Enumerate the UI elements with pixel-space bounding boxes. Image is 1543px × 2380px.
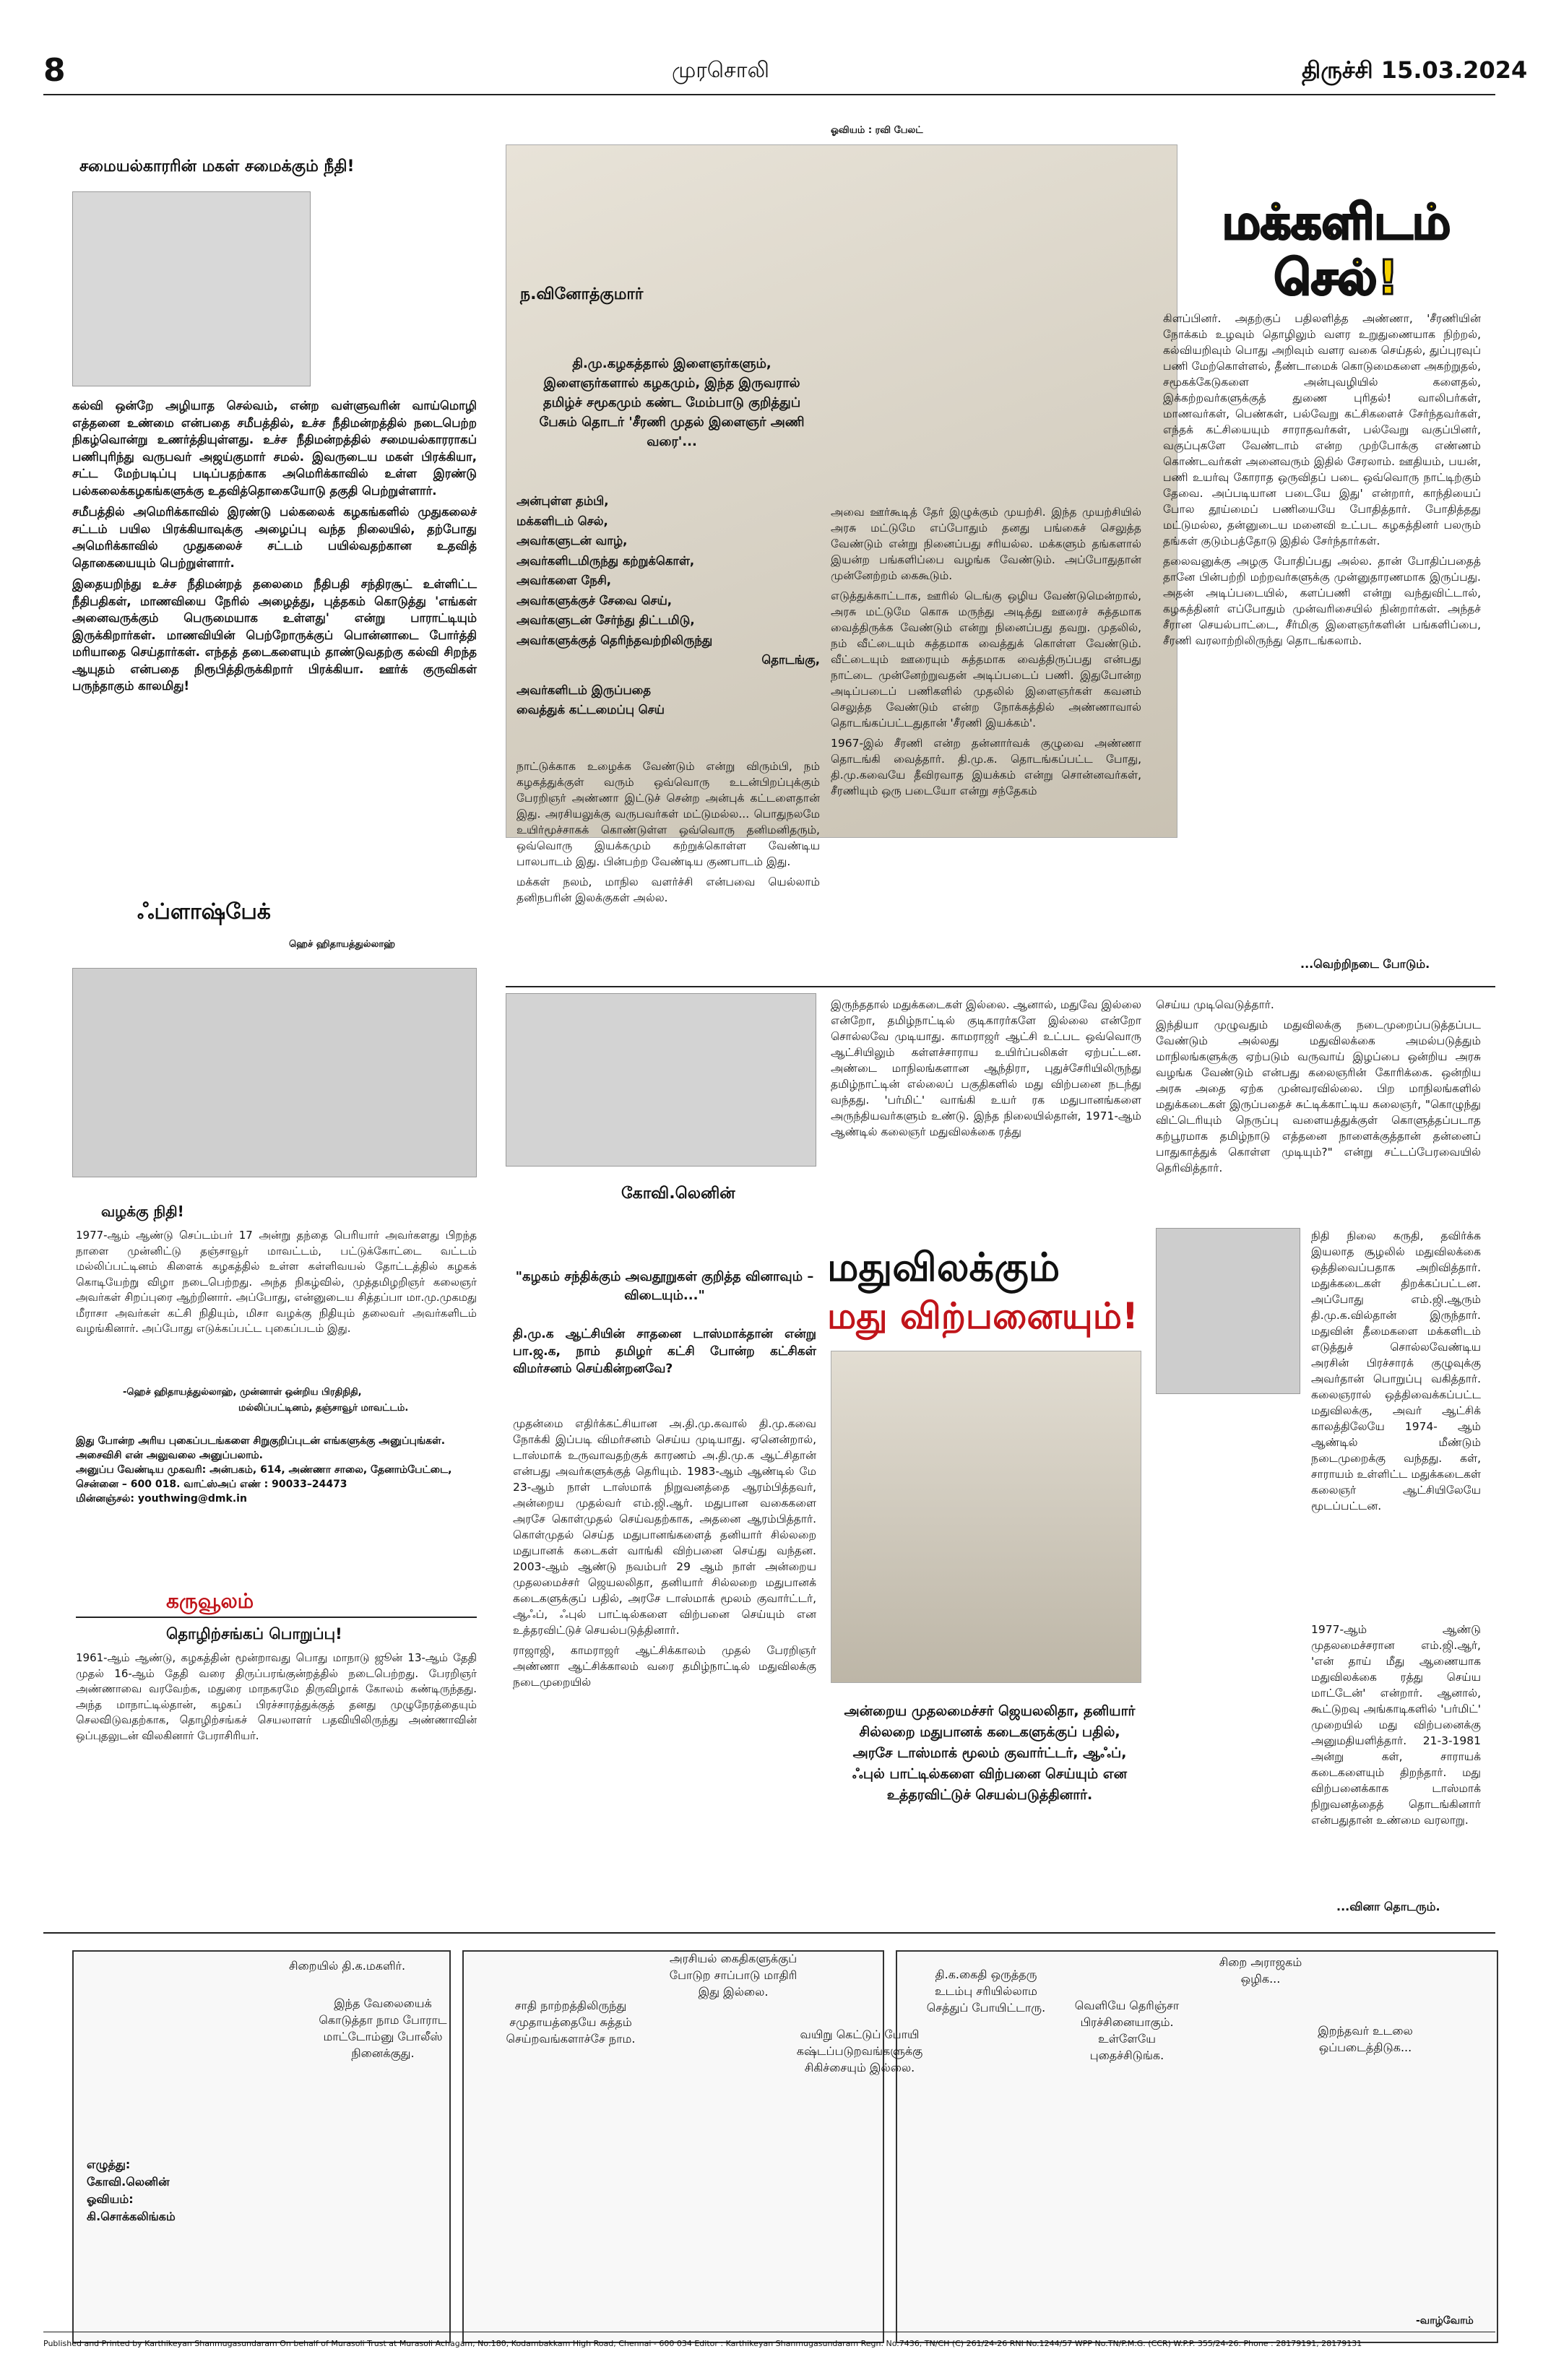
section-rule [506,986,1495,987]
left-top-headline: சமையல்காரரின் மகள் சமைக்கும் நீதி! [79,157,355,176]
credits-art: கி.சொக்கலிங்கம் [87,2210,176,2223]
madhu-pullquote: அன்றைய முதலமைச்சர் ஜெயலலிதா, தனியார் சில்லறை மதுபானக் கடைகளுக்குப் பதில், அரசே டாஸ்மாக் மூலம் குவார்ட்டர், ஆஃப், ஃபுல் பாட்டில்களை விற்பனை செய்யும் என உத்தரவிட்டுச் செயல்படுத்தினார். [844,1703,1136,1803]
karuvoolam-subtitle: தொழிற்சங்கப் பொறுப்பு! [166,1625,342,1643]
madhu-title-2: மது விற்பனையும்! [827,1295,1138,1337]
poem-line: மக்களிடம் செல், [517,514,608,528]
comic-credits [87,2156,176,2225]
poem-line: அவர்களிடம் இருப்பதை [517,683,651,697]
makkal-col2 [831,504,1141,803]
makkal-continued: ...வெற்றிநடை போடும். [1300,957,1430,971]
vazhakku-body: 1977-ஆம் ஆண்டு செப்டம்பர் 17 அன்று தந்தை பெரியார் அவர்களது பிறந்த நாளை முன்னிட்டு தஞ்சாவூர் மாவட்டம், பட்டுக்கோட்டை வட்டம் மல்லிப்பட்டினம் கிளைக் கழகத்தில் உள்ள கள்ளிவயல் தோட்டத்தில் கழகக் கொடியேற்று விழா நடைபெற்றது. அந்த நிகழ்வில், முத்தமிழறிஞர் கலைஞர் அவர்கள் சிறப்புரை ஆற்றினார். அப்போது, என்னுடைய சித்தப்பா மா.மு.முகமது மீராசா அவர்கள் கட்சி நிதியும், மிசா வழக்கு நிதியும் தலைவர் அவர்களிடம் வழங்கினார். அப்போது எடுக்கப்பட்ட புகைப்படம் இது. [76,1229,477,1335]
comic-caption-4: அரசியல் கைதிகளுக்குப் போடுற சாப்பாடு மாதிரி இது இல்லை. [669,1952,798,1999]
madhu-col1-p2: ராஜாஜி, காமராஜர் ஆட்சிக்காலம் முதல் பேரறிஞர் அண்ணா ஆட்சிக்காலம் வரை தமிழ்நாட்டில் மதுவிலக்கு நடைமுறையில் [513,1644,816,1689]
edition-date: திருச்சி 15.03.2024 [1302,56,1528,84]
flashback-photo [72,968,477,1177]
vazhakku-invite2: அனுப்ப வேண்டிய முகவரி: அன்பகம், 614, அண்ணா சாலை, தேனாம்பேட்டை, சென்னை – 600 018. வாட்ஸ்அப் எண் : 90033–24473 [76,1464,452,1490]
comic-caption-6: தி.க.கைதி ஒருத்தரு உடம்பு சரியில்லாம செத்துப் போயிட்டாரு. [926,1968,1046,2015]
madhu-col3-p3: நிதி நிலை கருதி, தவிர்க்க இயலாத சூழலில் மதுவிலக்கை ஒத்திவைப்பதாக அறிவித்தார். மதுக்கடைகள் திறக்கப்பட்டன. அப்போது எம்.ஜி.ஆரும் தி.மு.க.வில்தான் இருந்தார். மதுவின் தீமைகளை மக்களிடம் எடுத்துச் சொல்லவேண்டிய அரசின் பிரச்சாரக் குழுவுக்கு அவர்தான் பொறுப்பு வகித்தார். கலைஞரால் ஒத்திவைக்கப்பட்ட மதுவிலக்கு, அவர் ஆட்சிக் காலத்திலேயே 1974- ஆம் ஆண்டில் மீண்டும் நடைமுறைக்கு வந்தது. கள், சாராயம் உள்ளிட்ட மதுக்கடைகள் கலைஞர் ஆட்சியிலேயே மூடப்பட்டன. [1311,1229,1481,1513]
poem-line: அவர்களுக்குத் தெரிந்தவற்றிலிருந்து [517,633,713,647]
vazhakku-headline: வழக்கு நிதி! [101,1203,184,1220]
karuvoolam-title: கருவூலம் [166,1589,254,1613]
madhu-photo [506,993,816,1167]
flashback-title: ஃப்ளாஷ்பேக் [137,899,271,925]
vazhakku-credit2: மல்லிப்பட்டினம், தஞ்சாவூர் மாவட்டம். [238,1403,409,1414]
left-top-para1: கல்வி ஒன்றே அழியாத செல்வம், என்ற வள்ளுவரின் வாய்மொழி எத்தனை உண்மை என்பதை சமீபத்தில், உச்ச நீதிமன்றத்தில் நடைபெற்ற நிகழ்வொன்று உணர்த்தியுள்ளது. உச்ச நீதிமன்றத்தில் சமையல்காரராகப் பணிபுரிந்து வருபவர் அஜய்குமார் சமல். இவருடைய மகள் பிரக்கியா, சட்ட மேற்படிப்பு படிப்பதற்காக அமெரிக்காவில் உள்ள இரண்டு பல்கலைக்கழகங்களுக்கு உதவித்தொகையோடு தகுதி பெற்றுள்ளார். [72,399,477,498]
makkal-title-1: மக்களிடம் [1222,194,1451,250]
makkal-col1-p1: நாட்டுக்காக உழைக்க வேண்டும் என்று விரும்பி, நம் கழகத்துக்குள் வரும் ஒவ்வொரு உடன்பிறப்புக்கும் பேரறிஞர் அண்ணா இட்டுச் சென்ற அன்புக் கட்டளைதான் இது. அரசியலுக்கு வருபவர்கள் மட்டுமல்ல... பொதுநலமே உயிர்மூச்சாகக் கொண்டுள்ள ஒவ்வொரு தனிமனிதரும், ஒவ்வொரு இயக்கமும் கற்றுக்கொள்ள வேண்டிய பாலபாடம் இது. பின்பற்ற வேண்டிய குணபாடம் இது. [517,760,820,868]
page-number: 8 [43,52,66,89]
poem-line: அவர்களை நேசி, [517,574,612,587]
vazhakku-credit1: -ஹெச் ஹிதாயத்துல்லாஹ், முன்னாள் ஒன்றிய பிரதிநிதி, [123,1387,362,1398]
makkal-col1 [517,758,820,910]
poem-line: வைத்துக் கட்டமைப்பு செய் [517,703,665,717]
makkal-col2-p2: எடுத்துக்காட்டாக, ஊரில் டெங்கு ஒழிய வேண்டுமென்றால், அரசு மட்டுமே கொசு மருந்து அடித்து ஊரைச் சுத்தமாக வைத்திருக்க வேண்டும் என்று நினைப்பது தவறு. முதலில், நம் வீட்டையும் சுத்தமாக வைத்துக் கொள்ள வேண்டும். வீட்டையும் ஊரையும் சுத்தமாக வைத்திருப்பது என்பது நாட்டை முன்னேற்றுவதன் அடிப்படைப் பணி. இதுபோன்ற அடிப்படைப் பணிகளில் முதலில் இளைஞர்கள் கவனம் செலுத்த வேண்டும் என்ற நோக்கத்தில் அண்ணாவால் தொடங்கப்பட்டதுதான் 'சீரணி இயக்கம்'. [831,589,1141,730]
madhu-col2: இருந்ததால் மதுக்கடைகள் இல்லை. ஆனால், மதுவே இல்லை என்றோ, தமிழ்நாட்டில் குடிகாரர்களே இல்லை என்றோ சொல்லவே முடியாது. காமராஜர் ஆட்சி உட்பட ஒவ்வொரு ஆட்சியிலும் கள்ளச்சாராய உயிர்ப்பலிகள் ஏற்பட்டன. அண்டை மாநிலங்களான ஆந்திரா, புதுச்சேரியிலிருந்து தமிழ்நாட்டின் எல்லைப் பகுதிகளில் மது விற்பனை நடந்து வந்தது. 'பர்மிட்' வாங்கி உயர் ரக மதுபானங்களை அருந்தியவர்களும் உண்டு. இந்த நிலையில்தான், 1971-ஆம் ஆண்டில் கலைஞர் மதுவிலக்கை ரத்து [831,998,1141,1138]
paper-name: முரசொலி [672,58,769,83]
comic-caption-9: இறந்தவர் உடலை ஒப்படைத்திடுக... [1318,2024,1413,2054]
poem-line: அவர்களிடமிருந்து கற்றுக்கொள், [517,553,695,568]
madhu-col3-b [1311,1228,1481,1518]
madhu-illustration [831,1351,1141,1683]
vazhakku-invite [76,1434,477,1506]
comic-caption-2: இந்த வேலையைக் கொடுத்தா நாம போராட மாட்டோம்னு போலீஸ் நினைக்குது. [319,1996,447,2060]
makkal-col3-p1: கிளப்பினர். அதற்குப் பதிலளித்த அண்ணா, 'சீரணியின் நோக்கம் உழவும் தொழிலும் வளர உறுதுணையாக நிற்றல், கல்வியறிவும் பொது அறிவும் வளர வகை செய்தல், துப்புரவுப் பணி மேற்கொள்ளல், தீண்டாமைக் கொடுமைகளை அகற்றுதல், சமூகக்கேடுகளை அன்புவழியில் களைதல், இக்கற்றவர்களுக்குத் துணை புரிதல்! வாலிபர்கள், மாணவர்கள், பெண்கள், பல்வேறு கட்சிகளைச் சேர்ந்தவர்கள், எந்தக் கட்சியையும் சாராதவர்கள், பல்வேறு வகுப்பினர், வகுப்புகளே வேண்டாம் என்ற முற்போக்கு எண்ணம் கொண்டவர்கள் அனைவரும் இதில் சேரலாம். ஊதியம், பயன், பணி உயர்வு கோராத ஒருவிதப் படை ஒவ்வொரு நாட்டிற்கும் தேவை. அப்படியான படையே இது' என்றார், காந்தியைப் போல தூய்மைப் பணியையே போதித்தார். போதித்தது மட்டுமல்ல, தன்னுடைய மனைவி உட்பட கழகத்தினர் பலரும் தங்கள் குடும்பத்தோடு இதில் சேர்ந்தார்கள். [1163,312,1481,548]
makkal-title-2: செல்! [1274,250,1399,306]
madhu-title-1: மதுவிலக்கும் [827,1245,1060,1290]
madhu-col3-c [1311,1622,1481,1832]
comic-caption-5: வயிறு கெட்டுப் போயி கஷ்டப்படுறவங்களுக்கு சிகிச்சையும் இல்லை. [796,2028,923,2074]
left-top-body [72,397,477,699]
makkal-col2-p3: 1967-இல் சீரணி என்ற தன்னார்வக் குழுவை அண்ணா தொடங்கி வைத்தார். தி.மு.க. தொடங்கப்பட்ட போது, தி.மு.கவையே தீவிரவாத இயக்கம் என்று சொன்னவர்கள், சீரணியும் ஒரு படையோ என்று சந்தேகம் [831,737,1141,797]
madhu-col3-p1: செய்ய முடிவெடுத்தார். [1156,998,1274,1011]
makkal-author: ந.வினோத்குமார் [520,285,644,303]
credits-write-label: எழுத்து: [87,2158,131,2171]
left-top-photo [72,191,311,386]
madhu-continued: ...வினா தொடரும். [1336,1900,1440,1913]
illustration-credit: ஓவியம் : ரவி பேலட் [831,125,923,136]
poem-line: அவர்களுடன் சேர்ந்து திட்டமிடு, [517,613,695,627]
madhu-quote: "கழகம் சந்திக்கும் அவதூறுகள் குறித்த வினாவும் – விடையும்..." [515,1269,814,1303]
comic-caption-7: வெளியே தெரிஞ்சா பிரச்சினையாகும். உள்ளேயே புதைச்சிடுங்க. [1074,1999,1180,2062]
vazhakku-invite1: இது போன்ற அரிய புகைப்படங்களை சிறுகுறிப்புடன் எங்களுக்கு அனுப்புங்கள். அசைவிசி என் அலுவலை அனுப்பலாம். [76,1435,446,1461]
madhu-photo2 [1156,1228,1300,1394]
comic-caption-3: சாதி நாற்றத்திலிருந்து சமுதாயத்தையே சுத்தம் செய்றவங்களாச்சே நாம. [506,1999,636,2046]
madhu-col1-p1: முதன்மை எதிர்க்கட்சியான அ.தி.மு.கவால் தி.மு.கவை நோக்கி இப்படி விமர்சனம் செய்ய முடியாது. ஏனென்றால், டாஸ்மாக் உருவாவதற்குக் காரணம் அ.தி.மு.க ஆட்சிதான் என்பது அவர்களுக்குத் தெரியும். 1983-ஆம் ஆண்டில் மே 23-ஆம் நாள் டாஸ்மாக் நிறுவனத்தை ஆரம்பித்தவர், அன்றைய முதல்வர் எம்.ஜி.ஆர். மதுபான வகைகளை அரசே கொள்முதல் செய்வதற்காக, அதனை ஆரம்பித்தார். கொள்முதல் செய்த மதுபானங்களைத் தனியார் சில்லறை மதுபானக் கடைகள் வாங்கி விற்பனை செய்து வந்தன. 2003-ஆம் ஆண்டு நவம்பர் 29 ஆம் நாள் அன்றைய முதலமைச்சர் ஜெயலலிதா, தனியார் சில்லறை மதுபானக் கடைகளுக்குப் பதில், அரசே டாஸ்மாக் மூலம் குவார்ட்டர், ஆஃப், ஃபுல் பாட்டில்களை விற்பனை செய்யும் என உத்தரவிட்டுச் செயல்படுத்தினார். [513,1417,816,1637]
madhu-col1 [513,1416,816,1695]
poem-line: அவர்களுடன் வாழ், [517,534,628,548]
poem-line: அவர்களுக்குச் சேவை செய், [517,593,672,607]
karuvoolam-rule [76,1617,477,1618]
header-rule [43,94,1495,95]
makkal-deck: தி.மு.கழகத்தால் இளைஞர்களும், இளைஞர்களால் கழகமும், இந்த இருவரால் தமிழ்ச் சமூகமும் கண்ட மேம்பாடு குறித்துப் பேசும் தொடர் 'சீரணி முதல் இளைஞர் அணி வரை'... [539,356,805,449]
flashback-author: ஹெச் ஹிதாயத்துல்லாஹ் [289,939,396,950]
karuvoolam-body: 1961-ஆம் ஆண்டு, கழகத்தின் மூன்றாவது பொது மாநாடு ஜூன் 13-ஆம் தேதி முதல் 16-ஆம் தேதி வரை திருப்பரங்குன்றத்தில் நடைபெற்றது. பேரறிஞர் அண்ணாவை வரவேற்க, மதுரை மாநகரமே திருவிழாக் கோலம் கண்டிருந்தது. அந்த மாநாட்டில்தான், கழகப் பிரச்சாரத்துக்குத் தனது முழுநேரத்தையும் செலவிடுவதற்காக, தொழிற்சங்கச் செயலாளர் பதவியிலிருந்து அண்ணாவின் ஒப்புதலுடன் விலகினார் பேராசிரியர். [76,1651,477,1742]
madhu-author: கோவி.லெனின் [621,1185,735,1203]
vazhakku-invite3: மின்னஞ்சல்: youthwing@dmk.in [76,1493,247,1505]
madhu-col3 [1156,997,1481,1180]
makkal-col2-p1: அவை ஊர்கூடித் தேர் இழுக்கும் முயற்சி. இந்த முயற்சியில் அரசு மட்டுமே எப்போதும் தனது பங்கைச் செலுத்த வேண்டும் என்று நினைப்பது சரியல்ல. மக்களும் தங்களால் இயன்ற பங்களிப்பை வழங்க வேண்டும். அப்போதுதான் முன்னேற்றம் கைகூடும். [831,506,1141,582]
comic-continued: -வாழ்வோம் [1416,2315,1474,2327]
madhu-question: தி.மு.க ஆட்சியின் சாதனை டாஸ்மாக்தான் என்று பா.ஜ.க, நாம் தமிழர் கட்சி போன்ற கட்சிகள் விமர்சனம் செய்கின்றனவே? [513,1327,816,1376]
comic-caption-1: சிறையில் தி.க.மகளிர். [289,1959,406,1973]
comic-caption-8: சிறை அராஜகம் ஒழிக... [1219,1955,1302,1986]
left-top-para3: இதையறிந்து உச்ச நீதிமன்றத் தலைமை நீதிபதி சந்திரசூட் உள்ளிட்ட நீதிபதிகள், மாணவியை நேரில் அழைத்து, புத்தகம் கொடுத்து 'எங்கள் அனைவருக்கும் பெருமையாக உள்ளது' என்று பாராட்டியும் இருக்கிறார்கள். மாணவியின் பெற்றோருக்குப் பொன்னாடை போர்த்தி மரியாதை செய்தார்கள். எந்தத் தடைகளையும் தாண்டுவதற்கு கல்வி சிறந்த ஆயுதம் என்பதை நிரூபித்திருக்கிறார் பிரக்கியா. ஊர்க் குருவிகள் பருந்தாகும் காலமிது! [72,577,477,693]
comic-rule [43,1932,1495,1934]
footer-imprint: Published and Printed by Karthikeyan Shanmugasundaram On behalf of Murasoli Trust at Murasoli Achagam, No:180, Kodambakkam High Road, Chennai - 600 034 Editor : Karthikeyan Shanmugasundaram Regn. No.7436, TN/CH (C) 261/24-26 RNI No.1244/57 WPP No.TN/P.M.G. (CCR) W.P.P. 355/24-26. Phone : 28179191, 28179131 [43,2339,1362,2348]
madhu-col3-p4: 1977-ஆம் ஆண்டு முதலமைச்சரான எம்.ஜி.ஆர், 'என் தாய் மீது ஆணையாக மதுவிலக்கை ரத்து செய்ய மாட்டேன்' என்றார். ஆனால், கூட்டுறவு அங்காடிகளில் 'பர்மிட்' முறையில் மது விற்பனைக்கு அனுமதியளித்தார். 21-3-1981 அன்று கள், சாராயக் கடைகளையும் திறந்தார். மது விற்பனைக்காக டாஸ்மாக் நிறுவனத்தைத் தொடங்கினார் என்பதுதான் உண்மை வரலாறு. [1311,1623,1481,1827]
makkal-col1-p2: மக்கள் நலம், மாநில வளர்ச்சி என்பவை யெல்லாம் தனிநபரின் இலக்குகள் அல்ல. [517,875,820,904]
makkal-col3-p2: தலைவனுக்கு அழகு போதிப்பது அல்ல. தான் போதிப்பதைத் தானே பின்பற்றி மற்றவர்களுக்கு முன்னுதாரணமாக இருப்பது. அதன் அடிப்படையில், களப்பணி என்று வந்துவிட்டால், கழகத்தினர் எப்போதும் முன்வரிசையில் நின்றார்கள். அந்தச் சீரான செயல்பாட்டை, சீர்மிகு இளைஞர்களின் பங்களிப்பை, சீரணி வரலாற்றிலிருந்து தொடங்கலாம். [1163,555,1481,647]
madhu-col3-p2: இந்தியா முழுவதும் மதுவிலக்கு நடைமுறைப்படுத்தப்பட வேண்டும் அல்லது மதுவிலக்கை அமல்படுத்தும் மாநிலங்களுக்கு ஏற்படும் வருவாய் இழப்பை ஒன்றிய அரசு வழங்க வேண்டும் என்பது கலைஞரின் கோரிக்கை. ஒன்றிய அரசு அதை ஏற்க முன்வரவில்லை. பிற மாநிலங்களில் மதுக்கடைகள் இருப்பதைச் சுட்டிக்காட்டிய கலைஞர், "கொழுந்து விட்டெரியும் நெருப்பு வளையத்துக்குள் கொளுத்தப்படாத கற்பூரமாக தமிழ்நாடு எத்தனை நாளைக்குத்தான் தன்னைப் பாதுகாத்துக் கொள்ள முடியும்?" என்று சட்டப்பேரவையில் தெரிவித்தார். [1156,1018,1481,1174]
poem-line: அன்புள்ள தம்பி, [517,494,609,508]
makkal-poem [517,491,820,720]
left-top-para2: சமீபத்தில் அமெரிக்காவில் இரண்டு பல்கலைக் கழகங்களில் முதுகலைச் சட்டம் பயில பிரக்கியாவுக்கு அழைப்பு வந்த நிலையில், தற்போது அமெரிக்காவில் முதுகலைச் சட்டம் பயில்வதற்கான உதவித் தொகையையும் பெற்றுள்ளார். [72,505,477,570]
credits-write: கோவி.லெனின் [87,2175,170,2189]
credits-art-label: ஓவியம்: [87,2192,134,2206]
poem-line: தொடங்கு, [761,653,820,667]
makkal-col3 [1163,311,1481,653]
